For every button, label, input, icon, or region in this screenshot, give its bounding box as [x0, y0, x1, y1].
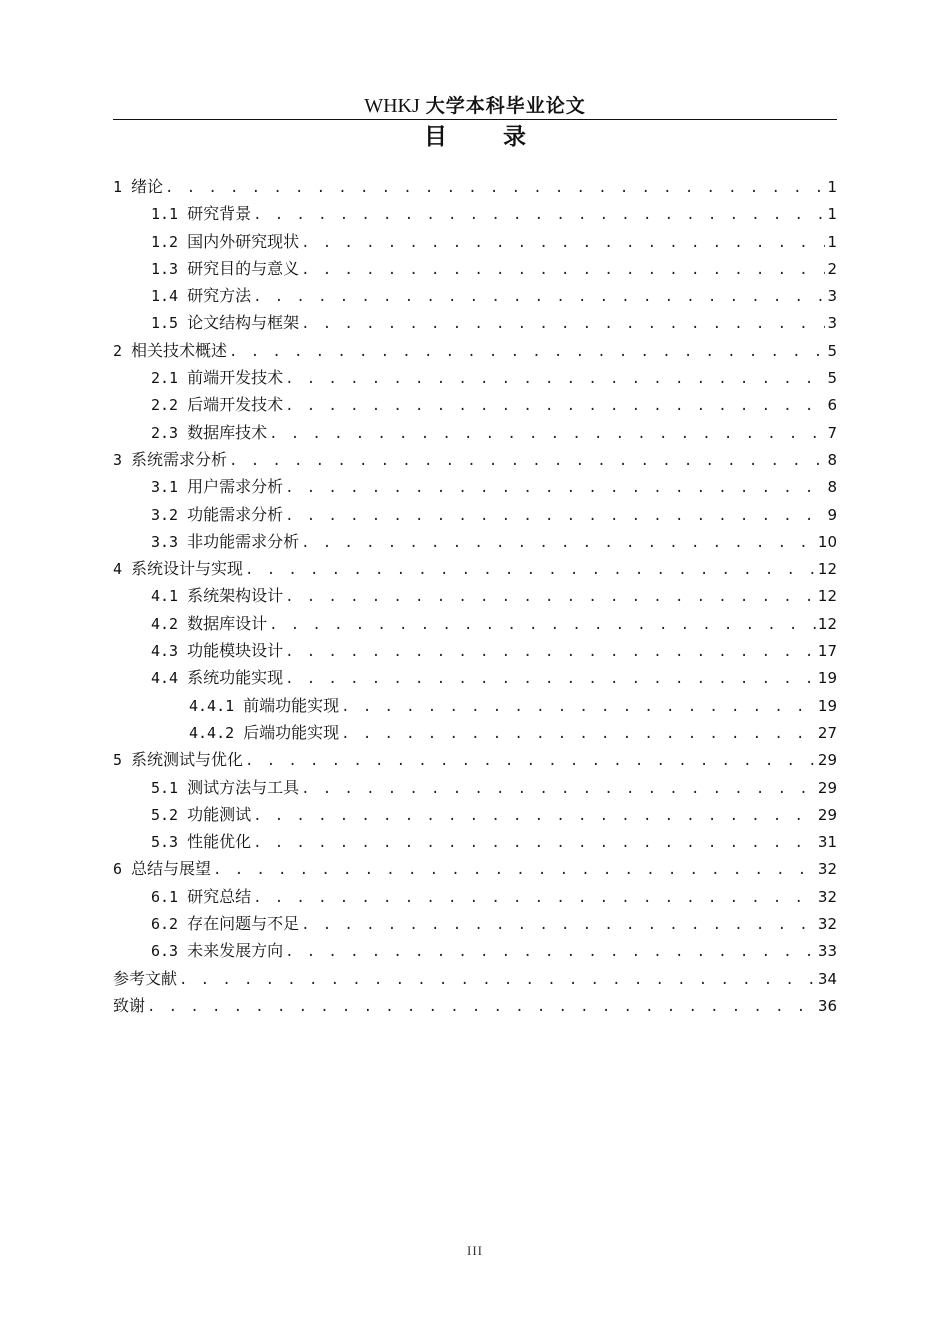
- toc-entry-number: 5.3: [151, 833, 179, 852]
- toc-title: 目 录: [423, 124, 550, 150]
- toc-entry[interactable]: [113, 828, 837, 855]
- toc-entry[interactable]: [113, 637, 837, 664]
- toc-entry-page: 12: [817, 587, 837, 606]
- toc-entry[interactable]: [113, 528, 837, 555]
- header-label: 大学本科毕业论文: [425, 95, 586, 117]
- toc-entry[interactable]: [113, 282, 837, 309]
- toc-entry-page: 27: [817, 723, 837, 742]
- toc-entry[interactable]: [113, 992, 837, 1019]
- dot-leader: [301, 530, 816, 557]
- toc-entry-page: 5: [827, 341, 837, 360]
- dot-leader: [253, 803, 816, 830]
- running-header: [113, 94, 837, 119]
- toc-entry-page: 8: [827, 478, 837, 497]
- toc-entry[interactable]: [113, 582, 837, 609]
- toc-entry-label: 致谢: [113, 995, 146, 1015]
- dot-leader: [301, 230, 825, 257]
- toc-entry-number: 1.1: [151, 205, 179, 224]
- toc-entry-number: 3.2: [151, 505, 179, 524]
- toc-entry[interactable]: [113, 664, 837, 691]
- toc-entry-number: 4.4: [151, 669, 179, 688]
- toc-entry-page: 33: [817, 942, 837, 961]
- toc-entry-number: 3.1: [151, 478, 179, 497]
- toc-entry[interactable]: [113, 855, 837, 882]
- toc-entry-number: 4.3: [151, 642, 179, 661]
- toc-entry[interactable]: [113, 200, 837, 227]
- toc-entry-page: 2: [827, 259, 837, 278]
- toc-entry-label: 研究总结: [187, 886, 252, 906]
- toc-entry[interactable]: [113, 419, 837, 446]
- toc-entry-number: 3.3: [151, 532, 179, 551]
- toc-entry-number: 4.2: [151, 614, 179, 633]
- toc-entry-label: 功能模块设计: [187, 641, 284, 661]
- toc-entry[interactable]: [113, 228, 837, 255]
- toc-entry-page: 8: [827, 450, 837, 469]
- toc-entry-page: 1: [827, 232, 837, 251]
- dot-leader: [147, 994, 816, 1021]
- dot-leader: [285, 639, 816, 666]
- toc-entry-label: 前端功能实现: [243, 695, 340, 715]
- toc-entry-label: 测试方法与工具: [187, 777, 300, 797]
- toc-entry-page: 12: [817, 560, 837, 579]
- toc-entry[interactable]: [113, 801, 837, 828]
- toc-entry-label: 国内外研究现状: [187, 231, 300, 251]
- toc-entry[interactable]: [113, 391, 837, 418]
- toc-entry-page: 29: [817, 778, 837, 797]
- toc-entry-label: 系统测试与优化: [131, 750, 244, 770]
- toc-entry-label: 存在问题与不足: [187, 914, 300, 934]
- dot-leader: [285, 584, 816, 611]
- dot-leader: [253, 885, 816, 912]
- dot-leader: [285, 366, 825, 393]
- toc-entry-number: 2.2: [151, 396, 179, 415]
- toc-entry[interactable]: [113, 173, 837, 200]
- toc-entry-page: 29: [817, 805, 837, 824]
- dot-leader: [285, 393, 825, 420]
- toc-entry-label: 用户需求分析: [187, 477, 284, 497]
- toc-entry-label: 性能优化: [187, 832, 252, 852]
- toc-entry[interactable]: [113, 501, 837, 528]
- toc-entry-number: 1: [113, 178, 123, 196]
- toc-entry-number: 4.4.1: [189, 696, 235, 715]
- toc-entry-label: 数据库技术: [187, 422, 268, 442]
- toc-entry-label: 功能需求分析: [187, 504, 284, 524]
- toc-entry-page: 6: [827, 396, 837, 415]
- toc-entry-label: 系统架构设计: [187, 586, 284, 606]
- toc-entry-number: 2: [113, 341, 123, 360]
- dot-leader: [179, 967, 816, 994]
- toc-entry-number: 1.4: [151, 287, 179, 306]
- toc-entry-label: 论文结构与框架: [187, 313, 300, 333]
- toc-entry-page: 9: [827, 505, 837, 524]
- toc-entry-number: 6.1: [151, 887, 179, 906]
- dot-leader: [341, 694, 816, 721]
- dot-leader: [285, 503, 825, 530]
- dot-leader: [285, 475, 825, 502]
- toc-entry-label: 系统需求分析: [131, 449, 228, 469]
- toc-entry[interactable]: [113, 364, 837, 391]
- toc-entry-label: 系统功能实现: [187, 668, 284, 688]
- toc-entry-page: 12: [817, 614, 837, 633]
- toc-entry-number: 2.3: [151, 423, 179, 442]
- toc-entry-page: 3: [827, 287, 837, 306]
- dot-leader: [301, 912, 816, 939]
- toc-entry[interactable]: [113, 446, 837, 473]
- toc-entry-page: 29: [817, 751, 837, 770]
- toc-entry-number: 3: [113, 450, 123, 469]
- toc-entry-page: 5: [827, 369, 837, 388]
- dot-leader: [253, 284, 825, 311]
- toc-entry-label: 参考文献: [113, 968, 178, 988]
- toc-entry[interactable]: [113, 555, 837, 582]
- toc-entry-page: 7: [827, 423, 837, 442]
- toc-entry-page: 34: [817, 969, 837, 988]
- dot-leader: [301, 257, 825, 284]
- toc-entry-label: 研究目的与意义: [187, 258, 300, 278]
- toc-entry-number: 6: [113, 860, 123, 879]
- toc-entry-label: 未来发展方向: [187, 941, 284, 961]
- toc-entry[interactable]: [113, 774, 837, 801]
- toc-entry-number: 6.3: [151, 942, 179, 961]
- toc-entry-label: 数据库设计: [187, 613, 268, 633]
- dot-leader: [245, 748, 816, 775]
- toc-entry-page: 31: [817, 833, 837, 852]
- toc-entry-label: 非功能需求分析: [187, 531, 300, 551]
- toc-entry-page: 19: [817, 696, 837, 715]
- toc-entry-number: 4: [113, 560, 123, 579]
- toc-entry-number: 5: [113, 751, 123, 770]
- dot-leader: [165, 175, 825, 202]
- dot-leader: [341, 721, 816, 748]
- dot-leader: [229, 448, 825, 475]
- header-school-code: WHKJ: [364, 95, 420, 117]
- dot-leader: [269, 612, 816, 639]
- toc-entry-page: 1: [827, 205, 837, 224]
- toc-entry[interactable]: [113, 937, 837, 964]
- dot-leader: [301, 776, 816, 803]
- header-rule: [113, 119, 837, 120]
- toc-entry-page: 36: [817, 996, 837, 1015]
- toc-entry[interactable]: [113, 255, 837, 282]
- toc-entry[interactable]: [113, 610, 837, 637]
- dot-leader: [285, 666, 816, 693]
- toc-entry[interactable]: [113, 692, 837, 719]
- toc-entry-page: 1: [827, 178, 837, 196]
- dot-leader: [269, 421, 825, 448]
- dot-leader: [245, 557, 816, 584]
- toc-entry-label: 绪论: [131, 177, 164, 196]
- page-number: III: [467, 1243, 483, 1258]
- toc-entry-label: 功能测试: [187, 804, 252, 824]
- toc-entry-number: 2.1: [151, 369, 179, 388]
- toc-entry-label: 系统设计与实现: [131, 559, 244, 579]
- toc-entry[interactable]: [113, 337, 837, 364]
- toc-entry-number: 5.1: [151, 778, 179, 797]
- dot-leader: [301, 311, 825, 338]
- table-of-contents: [113, 173, 837, 1019]
- dot-leader: [213, 857, 816, 884]
- dot-leader: [285, 939, 816, 966]
- toc-entry-label: 相关技术概述: [131, 340, 228, 360]
- toc-entry-label: 后端开发技术: [187, 395, 284, 415]
- toc-entry-number: 6.2: [151, 915, 179, 934]
- toc-entry[interactable]: [113, 883, 837, 910]
- toc-entry[interactable]: [113, 746, 837, 773]
- toc-entry[interactable]: [113, 719, 837, 746]
- dot-leader: [229, 339, 825, 366]
- toc-entry-label: 研究背景: [187, 204, 252, 224]
- toc-entry[interactable]: [113, 965, 837, 992]
- toc-entry-page: 3: [827, 314, 837, 333]
- toc-entry-page: 32: [817, 860, 837, 879]
- toc-entry-label: 总结与展望: [131, 859, 212, 879]
- toc-entry[interactable]: [113, 309, 837, 336]
- toc-entry[interactable]: [113, 910, 837, 937]
- toc-entry-number: 4.1: [151, 587, 179, 606]
- toc-entry-number: 1.5: [151, 314, 179, 333]
- toc-entry[interactable]: [113, 473, 837, 500]
- toc-entry-number: 1.3: [151, 259, 179, 278]
- toc-entry-page: 32: [817, 887, 837, 906]
- toc-entry-label: 后端功能实现: [243, 722, 340, 742]
- toc-entry-page: 17: [817, 642, 837, 661]
- toc-entry-label: 研究方法: [187, 286, 252, 306]
- toc-entry-page: 19: [817, 669, 837, 688]
- dot-leader: [253, 202, 825, 229]
- toc-entry-number: 1.2: [151, 232, 179, 251]
- toc-entry-page: 32: [817, 915, 837, 934]
- toc-entry-label: 前端开发技术: [187, 368, 284, 388]
- toc-entry-page: 10: [817, 532, 837, 551]
- dot-leader: [253, 830, 816, 857]
- toc-entry-number: 4.4.2: [189, 723, 235, 742]
- toc-entry-number: 5.2: [151, 805, 179, 824]
